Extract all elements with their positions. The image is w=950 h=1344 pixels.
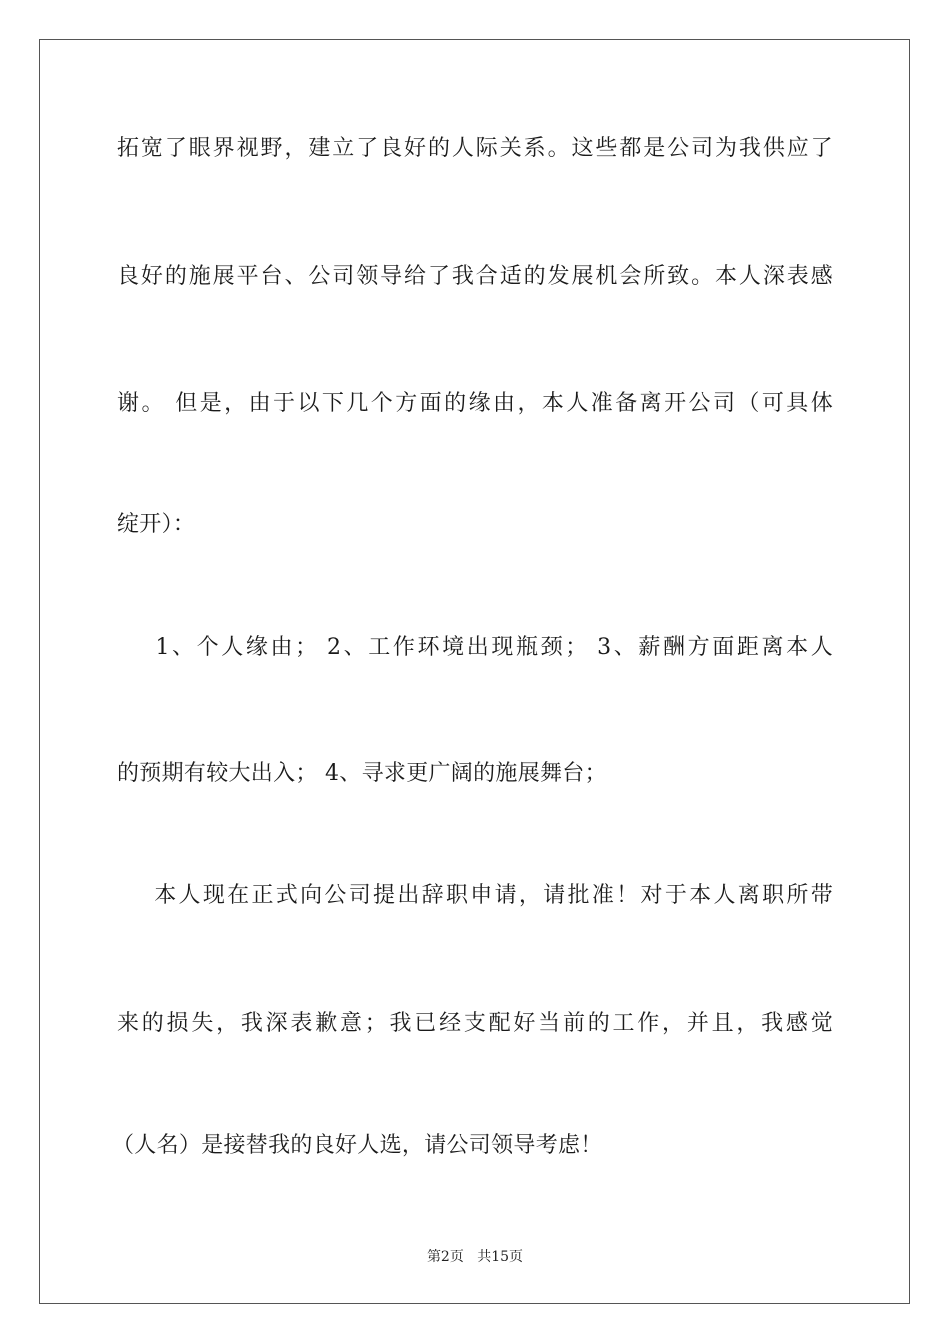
page-total: 共15页 bbox=[477, 1249, 524, 1265]
page-footer bbox=[0, 1248, 950, 1266]
text-line-7: 本人现在正式向公司提出辞职申请，请批准！对于本人离职所带 bbox=[117, 883, 833, 908]
text-line-5: 1、个人缘由； 2、工作环境出现瓶颈； 3、薪酬方面距离本人 bbox=[117, 635, 833, 660]
text-line-6: 的预期有较大出入； 4、寻求更广阔的施展舞台； bbox=[117, 761, 607, 786]
text-line-8: 来的损失，我深表歉意；我已经支配好当前的工作，并且，我感觉 bbox=[117, 1011, 833, 1036]
text-line-4: 绽开）： bbox=[117, 512, 196, 537]
text-line-3: 谢。 但是，由于以下几个方面的缘由，本人准备离开公司（可具体 bbox=[117, 391, 833, 416]
page-border bbox=[39, 39, 910, 1304]
text-line-1: 拓宽了眼界视野，建立了良好的人际关系。这些都是公司为我供应了 bbox=[117, 136, 833, 161]
page-number: 第2页 bbox=[426, 1249, 464, 1265]
text-line-9: （人名）是接替我的良好人选，请公司领导考虑！ bbox=[112, 1133, 603, 1158]
text-line-2: 良好的施展平台、公司领导给了我合适的发展机会所致。本人深表感 bbox=[117, 264, 833, 289]
